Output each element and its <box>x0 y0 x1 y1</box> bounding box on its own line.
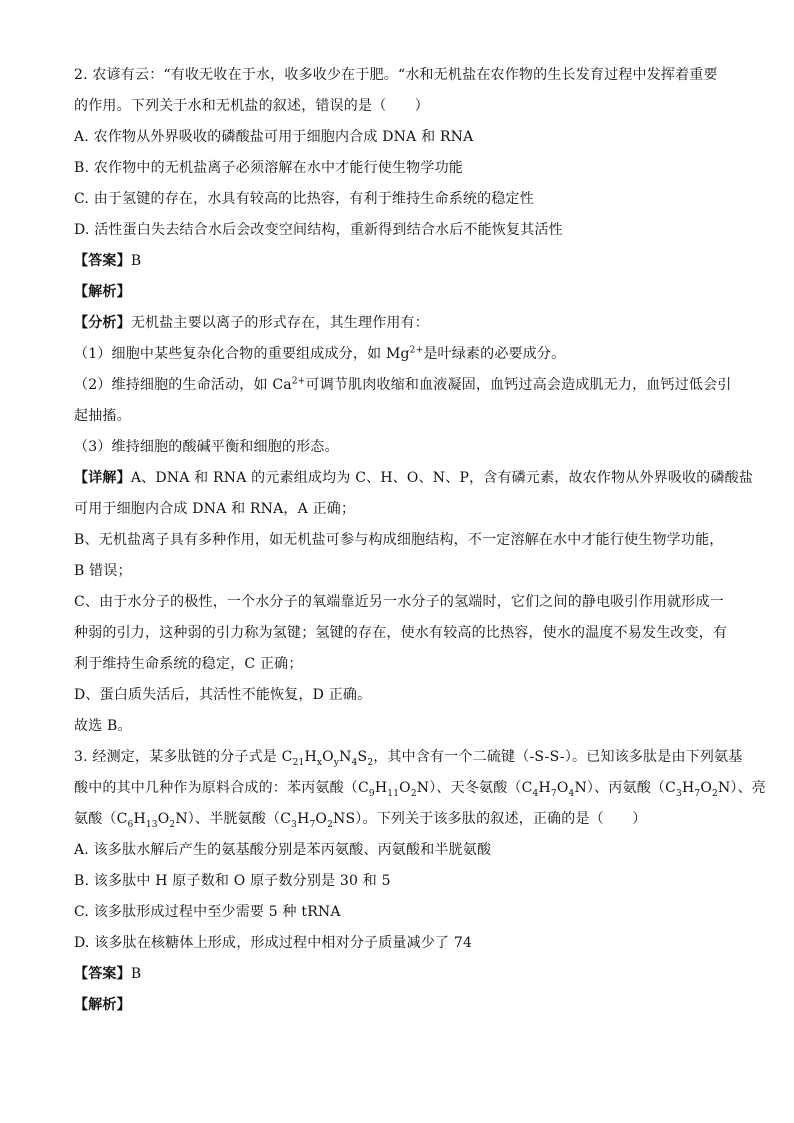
q2-point-2-cont: 起抽搐。 <box>74 408 131 424</box>
q2-analysis-heading <box>74 281 724 303</box>
q3-l1-s3: y <box>333 757 340 768</box>
q3-l2-s6: 4 <box>568 788 575 799</box>
q3-l1-c: O <box>322 749 334 765</box>
answer-value: B <box>130 253 142 269</box>
q2-option-d: D. 活性蛋白失去结合水后会改变空间结构，重新得到结合水后不能恢复其活性 <box>74 222 563 238</box>
q3-answer-value: B <box>130 966 142 982</box>
q3-l1-a: 3. 经测定，某多肽链的分子式是 C <box>74 749 293 765</box>
q3-l2-e: H <box>538 780 551 796</box>
q3-l1-b: H <box>304 749 317 765</box>
q3-l3-s1: 6 <box>127 819 134 830</box>
q3-stem-line-2 <box>74 777 766 799</box>
q2-fenxi-line <box>74 312 724 334</box>
q3-option-a: A. 该多肽水解后产生的氨基酸分别是苯丙氨酸、丙氨酸和半胱氨酸 <box>74 842 492 858</box>
q3-l3-a: 氨酸（C <box>74 811 128 827</box>
q2-detail-c-2: 种弱的引力，这种弱的引力称为氢键；氢键的存在，使水有较高的比热容，使水的温度不易发生改变，有 <box>74 625 728 641</box>
q3-option-d: D. 该多肽在核糖体上形成，形成过程中相对分子质量减少了 74 <box>74 935 473 951</box>
q3-l1-s4: 4 <box>351 757 358 768</box>
q3-l2-s5: 7 <box>550 788 557 799</box>
q3-l1-e: S <box>357 749 368 765</box>
q3-l1-s5: 2 <box>367 757 374 768</box>
q2-detail-c-3: 利于维持生命系统的稳定，C 正确； <box>74 656 303 672</box>
q3-l1-s1: 21 <box>292 757 305 768</box>
q3-l2-d: N）、天冬氨酸（C <box>416 780 533 796</box>
q3-l1-d: N <box>339 749 352 765</box>
q3-stem-line-3 <box>74 808 724 830</box>
q3-option-c: C. 该多肽形成过程中至少需要 5 种 tRNA <box>74 904 341 920</box>
point-1-text-a: （1）细胞中某些复杂化合物的重要组成成分，如 Mg <box>74 346 410 362</box>
fenxi-tag: 【分析】 <box>74 315 131 331</box>
q3-analysis-heading <box>74 994 724 1016</box>
detail-tag: 【详解】 <box>74 470 131 486</box>
q3-l2-h: H <box>681 780 695 796</box>
q2-detail-b-1: B、无机盐离子具有多种作用，如无机盐可参与构成细胞结构，不一定溶解在水中才能行使生物学功能， <box>74 532 724 548</box>
q3-l3-s4: 3 <box>291 819 298 830</box>
q3-l2-b: H <box>374 780 388 796</box>
q3-l2-s4: 4 <box>532 788 539 799</box>
q2-detail-d-1: D、蛋白质失活后，其活性不能恢复，D 正确。 <box>74 687 372 703</box>
q2-detail-line-1 <box>74 467 754 489</box>
point-2-text-a: （2）维持细胞的生命活动，如 Ca <box>74 377 292 393</box>
q2-stem-line-1: 2. 农谚有云：“有收无收在于水，收多收少在于肥。“水和无机盐在农作物的生长发育过程中发挥着重要 <box>74 67 718 83</box>
q3-answer-line <box>74 963 724 985</box>
q3-l2-s7: 3 <box>676 788 682 799</box>
q2-stem-line-2: 的作用。下列关于水和无机盐的叙述，错误的是（ ） <box>74 98 429 114</box>
q3-l3-b: H <box>133 811 146 827</box>
q3-l2-j: N）、亮 <box>717 780 766 796</box>
q3-l3-g: NS）。下列关于该多肽的叙述，正确的是（ ） <box>333 811 647 827</box>
q3-answer-tag: 【答案】 <box>74 966 131 982</box>
q3-l3-s5: 7 <box>309 819 316 830</box>
q3-l1-f: ，其中含有一个二硫键（-S-S-）。已知该多肽是由下列氨基 <box>373 749 743 765</box>
q3-l3-s3: 2 <box>169 819 176 830</box>
q3-l3-f: O <box>315 811 328 827</box>
ca-charge: 2+ <box>291 376 306 387</box>
mg-charge: 2+ <box>409 345 424 356</box>
q3-l2-g: N）、丙氨酸（C <box>574 780 677 796</box>
q3-l2-i: O <box>700 780 712 796</box>
q3-l2-s2: 11 <box>387 788 400 799</box>
point-1-text-b: 是叶绿素的必要成分。 <box>423 346 566 362</box>
q3-l1-s2: x <box>316 757 323 768</box>
q2-answer-line <box>74 250 724 272</box>
q2-option-c: C. 由于氢键的存在，水具有较高的比热容，有利于维持生命系统的稳定性 <box>74 191 534 207</box>
q2-option-b: B. 农作物中的无机盐离子必须溶解在水中才能行使生物学功能 <box>74 160 463 176</box>
q2-point-2 <box>74 374 732 396</box>
q3-l3-c: O <box>157 811 170 827</box>
fenxi-text: 无机盐主要以离子的形式存在，其生理作用有： <box>130 315 430 331</box>
q3-analysis-tag: 【解析】 <box>74 997 131 1013</box>
q2-point-3: （3）维持细胞的酸碱平衡和细胞的形态。 <box>74 439 339 455</box>
analysis-tag: 【解析】 <box>74 284 131 300</box>
q2-option-a: A. 农作物从外界吸收的磷酸盐可用于细胞内合成 DNA 和 RNA <box>74 129 474 145</box>
q2-point-1 <box>74 343 724 365</box>
q2-detail-c-1: C、由于水分子的极性，一个水分子的氧端靠近另一水分子的氢端时，它们之间的静电吸引作用就形成一 <box>74 594 724 610</box>
q3-l3-e: H <box>297 811 310 827</box>
q3-l3-s2: 13 <box>145 819 158 830</box>
answer-tag: 【答案】 <box>74 253 131 269</box>
q3-l2-s1: 9 <box>368 788 375 799</box>
q3-l2-f: O <box>556 780 569 796</box>
q2-detail-a-2: 可用于细胞内合成 DNA 和 RNA，A 正确； <box>74 501 356 517</box>
q2-conclusion: 故选 B。 <box>74 718 132 734</box>
detail-a-1: A、DNA 和 RNA 的元素组成均为 C、H、O、N、P，含有磷元素，故农作物从外界吸收的磷酸盐 <box>130 470 754 486</box>
q3-l2-a: 酸中的其中几种作为原料合成的：苯丙氨酸（C <box>74 780 369 796</box>
q2-detail-b-2: B 错误； <box>74 563 132 579</box>
q3-l2-s9: 2 <box>712 788 718 799</box>
point-2-text-b: 可调节肌肉收缩和血液凝固，血钙过高会造成肌无力，血钙过低会引 <box>305 377 732 393</box>
q3-l2-s8: 7 <box>694 788 701 799</box>
q3-l2-c: O <box>399 780 411 796</box>
q3-l2-s3: 2 <box>410 788 417 799</box>
q3-l3-d: N）、半胱氨酸（C <box>175 811 292 827</box>
q3-stem-line-1 <box>74 746 743 768</box>
q3-option-b: B. 该多肽中 H 原子数和 O 原子数分别是 30 和 5 <box>74 873 391 889</box>
q3-l3-s6: 2 <box>327 819 334 830</box>
